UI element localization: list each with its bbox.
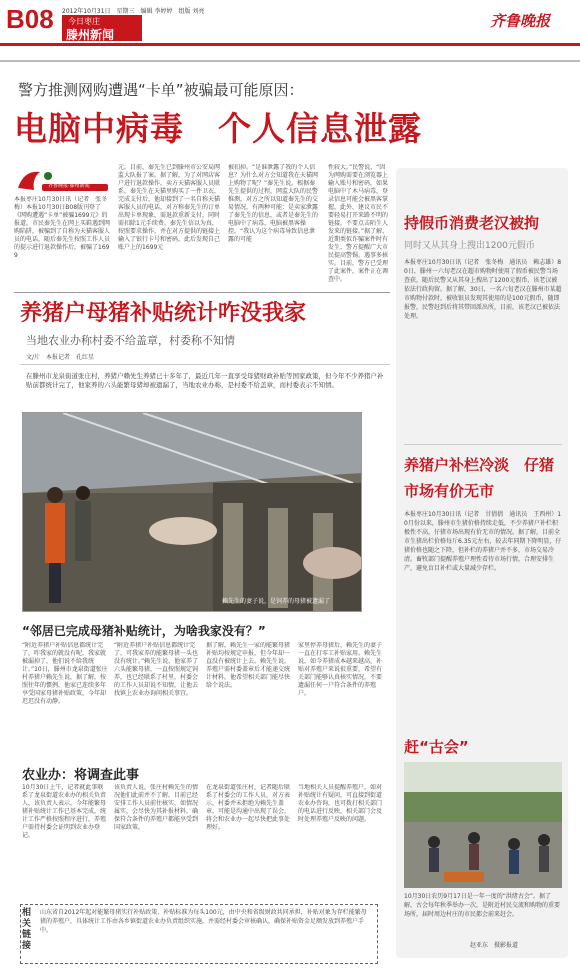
paper-name: 齐鲁晚报 bbox=[490, 12, 551, 30]
pig-lead: 在滕州市龙泉街道张庄村，养猪户赖先生养猪已十多年了，最近几年一直享受母猪财政补贴等国家政策，但今年不少养猪户补贴前都统计完了，他家养的六头能繁母猪却被遗漏了，当地农业办称，是村委不给盖章，而村委表示不知情。 bbox=[26, 372, 384, 389]
story3-caption: 10月30日农历9月17日是一年一度的“洪绪古会”。据了解，古会每年秋季举办一次，是附近村民交流和购物的重要场所，届时周边村庄的市民都会前来赶会。 bbox=[404, 893, 561, 918]
quote-col-4: 家里停养母猪后，赖先生的妻子一直在打零工补贴家用。赖先生说，如今养猪成本越来越高，补贴对养殖户来说很重要，希望有关部门能够认真核实情况，不要遗漏任何一户符合条件的养殖户。 bbox=[298, 642, 383, 697]
lead-headline: 电脑中病毒 个人信息泄露 bbox=[14, 109, 422, 148]
story2-headline: 养猪户补栏冷淡 仔猪市场有价无市 bbox=[404, 456, 555, 500]
page-number: B08 bbox=[6, 4, 54, 34]
section-name: 滕州新闻 bbox=[66, 28, 115, 42]
lead-col-4: 性较大。”民警说，“因为网购需要在浏览器上输入账号和密码，如果电脑中了木马病毒，登录信息可能会被黑客掌握，此外，建议市民不要轻易打开来路不明的链接，不要点击陌生人发来的链接。”据了解，近期类似诈骗案件时有发生，警方提醒广大市民提高警惕，遇事多核实。目前，警方已受理了此案件，案件正在调查中。 bbox=[328, 164, 389, 283]
date-line: 2012年10月31日 星期三 编辑 李婷婷 组版 刘亮 bbox=[62, 8, 205, 15]
farm-col-2: 该负责人说，张庄村赖先生的情况他们此前并不了解，目前已经安排工作人员前往核实，如情况属实，会尽快为其补报材料，确保符合条件的养殖户都能享受到国家政策。 bbox=[114, 784, 199, 831]
related-label: 相关链接 bbox=[22, 908, 32, 951]
story1-text: 本报枣庄10月30日讯（记者 张冬梅 通讯员 赖志雄）80日，滕州一六旬老汉在超市购物时使用了假币被民警当场查获，随后民警又从其身上搜出了1200元假币，该老汉被依法行政拘留。据了解，30日，一名六旬老汉在滕州市某超市购物付款时，被收银员发现其使用的是100元假币，随即报警，民警赶到后将其带回派出所，目前，该老汉已被依法处理。 bbox=[404, 259, 562, 320]
lead-col-2: 元。目前，秦先生已到滕州市公安局网监大队报了案。据了解，为了对网店客户进行退款操作，卖方天猫客服人员联系，秦先生在天猫里购买了一件卫衣，完成支付后，他却接到了一名自称天猫客服人员的电话，对方称秦先生的订单出现卡单现象，需退款重新支付，同时需扣除1元手续费。秦先生信以为真，按照要求操作，并在对方提供的链接上输入了银行卡号和密码，此后发现自己账户上的1699元 bbox=[118, 164, 220, 251]
pig-subhead: 当地农业办称村委不给盖章，村委称不知情 bbox=[26, 334, 235, 347]
divider bbox=[20, 364, 390, 365]
story1-subhead: 同时又从其身上搜出1200元假币 bbox=[404, 241, 535, 251]
pig-byline: 文/片 本报记者 孔红星 bbox=[26, 354, 95, 361]
quote-col-2: “附近养猪户补贴信息都统计完了，可我家养的能繁母猪一头也没有统计。”赖先生说，他家养了六头能繁母猪，一直按照规定饲养，也已经联系了村里，村委会的工作人员却说不知情，让他去找镇上农业办询问相关事宜。 bbox=[114, 642, 199, 697]
farm-col-3: 在龙泉街道张庄村，记者随后联系了村委会的工作人员，对方表示，村委并未拒绝为赖先生盖章，可能是沟通中出现了误会，将会和农业办一起尽快把此事处理好。 bbox=[206, 784, 291, 831]
divider bbox=[14, 292, 390, 293]
story1-headline: 持假币消费老汉被拘 bbox=[404, 214, 540, 232]
quote-heading: “邻居已完成母猪补贴统计，为啥我家没有？” bbox=[22, 624, 266, 638]
divider bbox=[404, 444, 562, 445]
section-top: 今日枣庄 bbox=[68, 17, 100, 26]
photo-caption: 赖先生的妻子说，是饲养的母猪被遗漏了 bbox=[222, 598, 331, 605]
quote-col-1: “附近养猪户补贴信息都统计完了，咋我家的就没有呢，我家就被漏掉了，他们说不给我统计。”10日，滕州市龙泉街道张庄村养猪户赖先生说，据了解，按照往年的惯例，他家已连续多年享受国家母猪补贴政策，今年却迟迟没有动静。 bbox=[22, 642, 108, 705]
story3-headline: 赶“古会” bbox=[404, 738, 469, 756]
column-logo bbox=[14, 166, 110, 194]
farm-col-1: 10月30日上午，记者就此事联系了龙泉街道农业办的相关负责人，该负责人表示，今年能繁母猪补贴统计工作已基本完成，统计工作严格按照程序进行，养殖户需持村委会证明到农业办登记。 bbox=[22, 784, 107, 839]
farm-office-heading: 农业办：将调查此事 bbox=[22, 768, 140, 783]
logo-text: 齐鲁晚报·滕州新闻 bbox=[48, 183, 90, 189]
lead-col-1: 本报枣庄10月30日讯（记者 张冬梅）本报10月30日B08版刊登了《网购遭遇“卡单”被骗1699元》的报道，市民秦先生在网上买鞋遇到网购陷阱，被骗到了自称为天猫客服人员的电话，随后秦先生按照工作人员的提示进行退款操作后，被骗了1699 bbox=[14, 196, 110, 259]
quote-col-3: 据了解，赖先生一家的能繁母猪补贴均按规定申报，但今年却一直没有被统计上去。赖先生说，养殖户需村委盖章后才能递交统计材料，他希望相关部门能尽快给个说法。 bbox=[206, 642, 291, 689]
lead-col-3: 被扣掉。“是谁泄露了我的个人信息？为什么对方会知道我在天猫网上购物了呢？”秦先生说。根据秦先生提供的过程，网监大队的民警推测，对方之所以知道秦先生的交易情况，有两种可能：是卖家泄露了秦先生的信息，或者是秦先生的电脑中了病毒，电脑被黑客操控。“我认为这个病毒导致信息泄露的可能 bbox=[228, 164, 319, 243]
pig-farm-photo bbox=[22, 412, 362, 612]
related-text: 山东省自2012年起对能繁母猪实行补贴政策，补贴标准为每头100元，由中央和省级财政共同承担，补贴对象为存栏能繁母猪的养殖户，具体统计工作由各乡镇街道农业办负责组织实施，并需经村委会审核确认，确保补贴资金足额发放到养殖户手中。 bbox=[40, 909, 367, 934]
story3-credit: 赵亚东 摄影报道 bbox=[470, 942, 519, 949]
pig-headline: 养猪户母猪补贴统计咋没我家 bbox=[20, 301, 307, 326]
divider bbox=[0, 60, 580, 62]
story2-text: 本报枣庄10月30日讯（记者 甘倩倩 通讯员 王西州）10月份以来，滕州市生猪价格持续走低，不少养猪户补栏积极性不高，仔猪市场出现有价无市的情况。据了解，目前全市生猪出栏价格每斤6.35元左右，较去年同期下降明显，仔猪价格也随之下降，但补栏的养猪户并不多，市场交易冷清。畜牧部门提醒养殖户理性看待市场行情，合理安排生产，避免盲目补栏或大量减少存栏。 bbox=[404, 511, 562, 572]
lead-kicker: 警方推测网购遭遇“卡单”被骗最可能原因： bbox=[18, 81, 304, 99]
farm-col-4: 当地相关人员提醒养殖户，如对补贴统计有疑问，可直接到街道农业办咨询，也可拨打相关部门的电话进行反映，相关部门会及时处理养殖户反映的问题。 bbox=[298, 784, 383, 823]
logo-emblem bbox=[14, 166, 110, 194]
temple-fair-photo bbox=[404, 762, 562, 888]
